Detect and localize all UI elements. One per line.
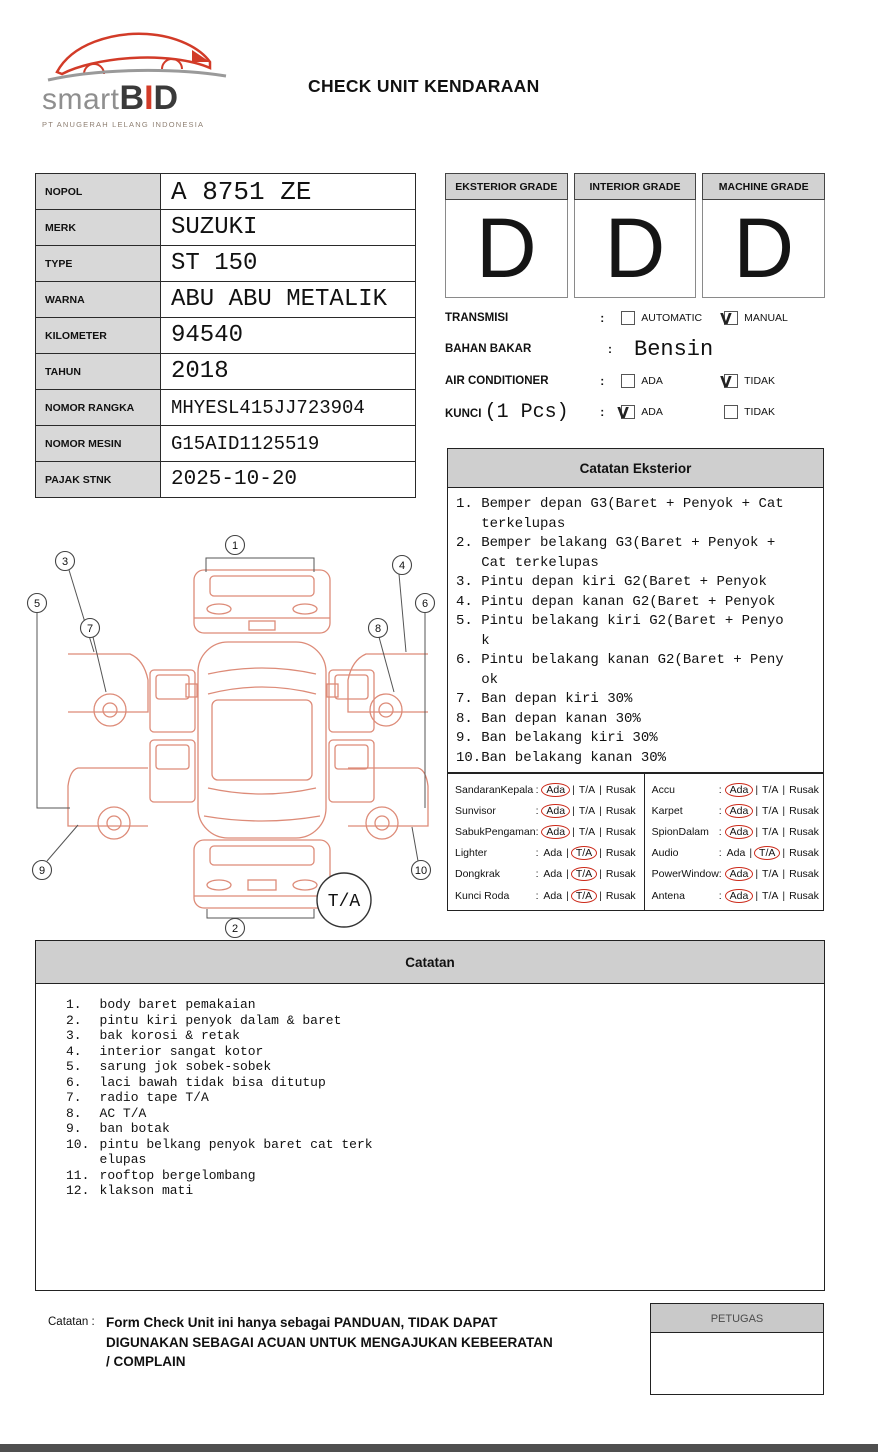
checkbox-kunci-ada[interactable] [617,404,635,423]
info-label: TYPE [36,246,161,282]
info-value: G15AID1125519 [161,426,416,462]
item-text: Pintu belakang kanan G2(Baret + Penyok [481,652,784,688]
equipment-options [719,867,821,881]
list-item [456,749,819,769]
option-ta[interactable]: T/A [578,783,596,796]
item-text: pintu belkang penyok baret cat terkelupas [99,1136,373,1167]
equipment-label: Karpet [651,804,683,817]
equipment-row [652,821,821,842]
item-number: 3. [456,574,473,590]
separator [782,847,785,859]
info-label: TAHUN [36,354,161,390]
marker-10 [412,861,431,880]
list-item [66,997,814,1013]
list-item [66,1183,814,1199]
field-label [445,401,600,424]
grade-header: INTERIOR GRADE [574,173,697,200]
equipment-label: Audio [651,847,679,860]
option-ada[interactable]: Ada [725,825,754,839]
equipment-row [652,885,821,906]
equipment-options [536,846,638,860]
option-rusak[interactable]: Rusak [789,868,819,881]
list-item [456,534,819,573]
catatan-eksterior-box [447,448,824,773]
checkbox-ac-ada[interactable] [621,374,635,388]
list-item [456,495,819,534]
separator [755,826,758,838]
choice-ada [621,374,724,388]
grades-table [445,173,825,298]
equipment-label: Dongkrak [455,868,500,881]
separator [572,805,575,817]
item-number: 7. [66,1090,82,1105]
option-rusak[interactable]: Rusak [605,783,636,796]
item-text: ban botak [99,1121,170,1136]
page-bottom-edge [0,1444,878,1452]
choice-label: MANUAL [744,311,788,324]
option-ada[interactable]: Ada [725,889,754,903]
marker-label: 8 [374,623,382,635]
separator [755,805,758,817]
item-number: 3. [66,1028,82,1043]
equipment-label: Antena [651,889,685,902]
list-item [456,573,819,593]
list-item [456,593,819,613]
petugas-header: PETUGAS [650,1303,824,1333]
option-ta[interactable]: T/A [578,804,596,817]
marker-3 [56,552,75,571]
item-number: 1. [66,997,82,1012]
option-ta[interactable]: T/A [578,825,596,838]
table-row [36,246,416,282]
separator [749,847,752,859]
item-text: Ban belakang kanan 30% [481,749,667,766]
equipment-row [455,885,638,906]
separator [599,826,602,838]
marker-label: 5 [33,598,41,610]
item-number: 1. [456,496,473,512]
option-rusak[interactable]: Rusak [789,804,819,817]
grade-value: D [445,200,568,298]
catatan-list [35,984,825,1291]
table-row [36,426,416,462]
separator [566,847,569,859]
equipment-options [719,846,821,860]
kunci-row [445,397,827,429]
item-text: Bemper belakang G3(Baret + Penyok + Cat terkelupas [481,535,784,571]
info-value: ST 150 [161,246,416,282]
option-ada[interactable]: Ada [543,889,563,902]
info-label: MERK [36,210,161,246]
car-doors-open [150,670,374,802]
logo-swoosh-icon [42,24,232,82]
separator [599,847,602,859]
equipment-label: Kunci Roda [455,889,510,902]
car-front-view [194,570,330,633]
separator [599,784,602,796]
item-text: Pintu belakang kiri G2(Baret + Penyok [481,613,784,649]
list-item [66,1059,814,1075]
item-number: 7. [456,691,473,707]
list-item [456,612,819,651]
option-rusak[interactable]: Rusak [789,825,819,838]
petugas-box [650,1303,824,1395]
option-ada[interactable]: Ada [725,783,754,797]
choice-label: ADA [641,406,663,419]
car-rear-view [194,840,330,908]
catatan-eksterior-title: Catatan Eksterior [447,448,824,488]
item-text: body baret pemakaian [99,997,256,1012]
separator [782,868,785,880]
table-row [36,174,416,210]
equipment-options [536,825,638,839]
separator [782,890,785,902]
info-value: 2025-10-20 [161,462,416,498]
air-conditioner-row [445,365,827,397]
separator [755,784,758,796]
colon [608,342,630,356]
separator [566,868,569,880]
list-item [66,1137,814,1168]
equipment-label: SpionDalam [651,825,709,838]
checkmark: V [720,372,732,391]
logo-text-i: I [144,79,154,117]
equipment-row [455,821,638,842]
grade-column-interior [574,173,697,298]
list-item [66,1075,814,1091]
colon [600,311,621,325]
item-text: laci bawah tidak bisa ditutup [99,1074,326,1090]
item-text: AC T/A [99,1105,147,1121]
grade-column-machine [702,173,825,298]
item-text: Bemper depan G3(Baret + Penyok + Cat terkelupas [481,496,793,532]
marker-5 [28,594,47,613]
item-number: 10. [66,1136,90,1152]
info-label: PAJAK STNK [36,462,161,498]
option-ada[interactable]: Ada [541,783,570,797]
transmisi-row [445,302,827,334]
marker-label: 2 [231,923,239,935]
separator [599,868,602,880]
equipment-label: Lighter [455,847,488,860]
ta-circle [317,873,371,927]
marker-1 [226,536,245,555]
equipment-options [536,867,638,881]
logo-subtitle: PT ANUGERAH LELANG INDONESIA [42,120,205,129]
grade-value: D [702,200,825,298]
item-number: 11. [66,1167,90,1183]
option-ada[interactable]: Ada [725,804,754,818]
item-text: interior sangat kotor [99,1043,264,1059]
car-damage-diagram [22,528,442,940]
separator [599,890,602,902]
catatan-title: Catatan [35,940,825,984]
list-item [456,651,819,690]
item-number: 2. [66,1012,82,1028]
option-rusak[interactable]: Rusak [605,804,636,817]
option-ada[interactable]: Ada [725,867,754,881]
separator [755,890,758,902]
equipment-options [536,804,638,818]
checkbox-kunci-tidak[interactable] [724,405,738,419]
kunci-label: KUNCI [445,407,482,420]
petugas-signature-area [650,1333,824,1395]
separator [755,868,758,880]
equipment-row [455,800,638,821]
separator [782,784,785,796]
table-row [36,318,416,354]
choice-manual [720,309,827,328]
equipment-row [652,800,821,821]
list-item [66,1044,814,1060]
item-number: 6. [66,1074,82,1090]
equipment-options [719,825,821,839]
item-text: Pintu depan kiri G2(Baret + Penyok [481,574,767,590]
separator [566,890,569,902]
item-text: rooftop bergelombang [99,1167,256,1183]
equipment-row [455,779,638,800]
item-text: Ban belakang kiri 30% [481,730,658,746]
equipment-right-column [645,774,827,911]
marker-label: 6 [421,598,429,610]
item-number: 5. [456,613,473,629]
list-item [456,729,819,749]
option-ta[interactable]: T/A [571,846,597,860]
checkbox-ac-tidak[interactable] [720,372,738,391]
list-item [66,1028,814,1044]
equipment-options [719,783,821,797]
equipment-options [719,804,821,818]
table-row [36,210,416,246]
info-label: NOMOR MESIN [36,426,161,462]
option-rusak[interactable]: Rusak [605,889,636,902]
option-ada[interactable]: Ada [543,847,563,860]
info-value: 2018 [161,354,416,390]
equipment-label: Sunvisor [455,804,496,817]
item-text: klakson mati [99,1183,194,1198]
option-ta[interactable]: T/A [571,889,597,903]
catatan-box [35,940,825,1291]
equipment-row [455,864,638,885]
option-ta[interactable]: T/A [754,846,780,860]
item-text: Pintu depan kanan G2(Baret + Penyok [481,593,776,610]
grade-header: EKSTERIOR GRADE [445,173,568,200]
item-number: 6. [456,652,473,668]
equipment-checklist [447,773,824,911]
leader-lines [37,558,428,918]
equipment-options [719,889,821,903]
separator [599,805,602,817]
field-label: TRANSMISI [445,311,509,324]
footer-note-label: Catatan : [48,1316,95,1328]
item-number: 5. [66,1059,82,1074]
info-label: NOPOL [36,174,161,210]
marker-4 [393,556,412,575]
option-ta[interactable]: T/A [762,804,779,817]
item-text: bak korosi & retak [99,1028,240,1043]
checkmark: V [720,309,732,328]
table-row [36,462,416,498]
equipment-row [652,779,821,800]
info-value: SUZUKI [161,210,416,246]
list-item [66,1168,814,1184]
checkbox-manual[interactable] [720,309,738,328]
catatan-eksterior-list [447,488,824,773]
item-text: Ban depan kiri 30% [481,691,633,707]
marker-6 [416,594,435,613]
list-item [66,1121,814,1137]
marker-label: 10 [414,865,428,877]
item-number: 12. [66,1183,90,1198]
grade-column-eksterior [445,173,568,298]
item-number: 10. [456,749,482,766]
grade-value: D [574,200,697,298]
info-value: A 8751 ZE [161,174,416,210]
option-rusak[interactable]: Rusak [605,847,636,860]
choice-label: AUTOMATIC [641,311,703,324]
list-item [66,1090,814,1106]
list-item [66,1106,814,1122]
choice-tidak [720,372,827,391]
option-rusak[interactable]: Rusak [789,889,819,902]
separator [572,784,575,796]
option-ta[interactable]: T/A [762,868,779,881]
grade-header: MACHINE GRADE [702,173,825,200]
option-ta[interactable]: T/A [762,889,779,902]
info-value: MHYESL415JJ723904 [161,390,416,426]
footer-note-text: Form Check Unit ini hanya sebagai PANDUAN, TIDAK DAPAT DIGUNAKAN SEBAGAI ACUAN UNTUK MENGAJUKAN KEBEERATAN / COMPLAIN [106,1315,553,1369]
logo-text-smart: smart [42,83,120,116]
ta-label: T/A [327,892,361,912]
options-section [445,302,827,428]
item-number: 2. [456,535,473,551]
option-ta[interactable]: T/A [762,825,779,838]
option-rusak[interactable]: Rusak [789,847,819,860]
logo-wordmark [42,79,242,118]
option-ada[interactable]: Ada [543,868,563,881]
choice-label: TIDAK [744,406,776,419]
option-ada[interactable]: Ada [726,847,746,860]
marker-8 [369,619,388,638]
marker-label: 4 [398,560,406,572]
list-item [456,710,819,730]
page-title: CHECK UNIT KENDARAAN [308,76,540,96]
option-ada[interactable]: Ada [541,804,570,818]
choice-label: ADA [641,374,663,387]
info-value: ABU ABU METALIK [161,282,416,318]
item-number: 9. [66,1121,82,1136]
item-number: 9. [456,730,473,746]
choice-automatic [621,311,724,325]
vehicle-info-table [35,173,416,498]
item-number: 8. [456,710,473,727]
item-number: 4. [66,1043,82,1059]
equipment-label: SandaranKepala [455,783,534,796]
table-row [36,390,416,426]
list-item [456,690,819,710]
equipment-label: SabukPengaman [455,825,536,838]
item-text: Ban depan kanan 30% [481,710,641,727]
option-ada[interactable]: Ada [541,825,570,839]
item-text: radio tape T/A [99,1090,209,1105]
marker-label: 3 [61,556,69,568]
equipment-label: PowerWindow [651,868,719,881]
option-rusak[interactable]: Rusak [605,825,636,838]
marker-label: 1 [231,540,239,552]
table-row [36,354,416,390]
list-item [66,1013,814,1029]
equipment-left-column [448,774,645,911]
choice-tidak [724,405,827,419]
marker-7 [81,619,100,638]
equipment-options [536,889,638,903]
equipment-row [652,843,821,864]
item-number: 8. [66,1105,82,1121]
info-value: 94540 [161,318,416,354]
info-label: WARNA [36,282,161,318]
smartbid-logo [42,24,242,129]
marker-label: 9 [38,865,46,877]
bahan-bakar-row [445,334,827,366]
table-row [36,282,416,318]
logo-text-b: B [119,79,145,117]
separator [782,805,785,817]
checkbox-automatic[interactable] [621,311,635,325]
option-rusak[interactable]: Rusak [605,868,636,881]
separator [572,826,575,838]
marker-label: 7 [86,623,94,635]
info-label: NOMOR RANGKA [36,390,161,426]
colon [600,374,621,388]
logo-text-d: D [153,79,179,117]
option-ta[interactable]: T/A [571,867,597,881]
marker-2 [226,919,245,938]
marker-9 [33,861,52,880]
field-label: AIR CONDITIONER [445,374,549,387]
item-number: 4. [456,593,473,610]
checkmark: V [617,404,629,423]
equipment-label: Accu [651,783,676,796]
equipment-options [536,783,638,797]
fuel-value: Bensin [634,336,714,362]
equipment-row [652,864,821,885]
option-ta[interactable]: T/A [762,783,779,796]
kunci-qty: (1 Pcs) [484,400,569,424]
info-label: KILOMETER [36,318,161,354]
field-label: BAHAN BAKAR [445,343,532,356]
option-rusak[interactable]: Rusak [789,783,819,796]
choice-label: TIDAK [744,374,776,387]
car-top-view [150,642,374,838]
equipment-row [455,843,638,864]
separator [782,826,785,838]
item-text: pintu kiri penyok dalam & baret [99,1012,342,1028]
item-text: sarung jok sobek-sobek [99,1059,272,1074]
choice-ada [617,404,724,423]
